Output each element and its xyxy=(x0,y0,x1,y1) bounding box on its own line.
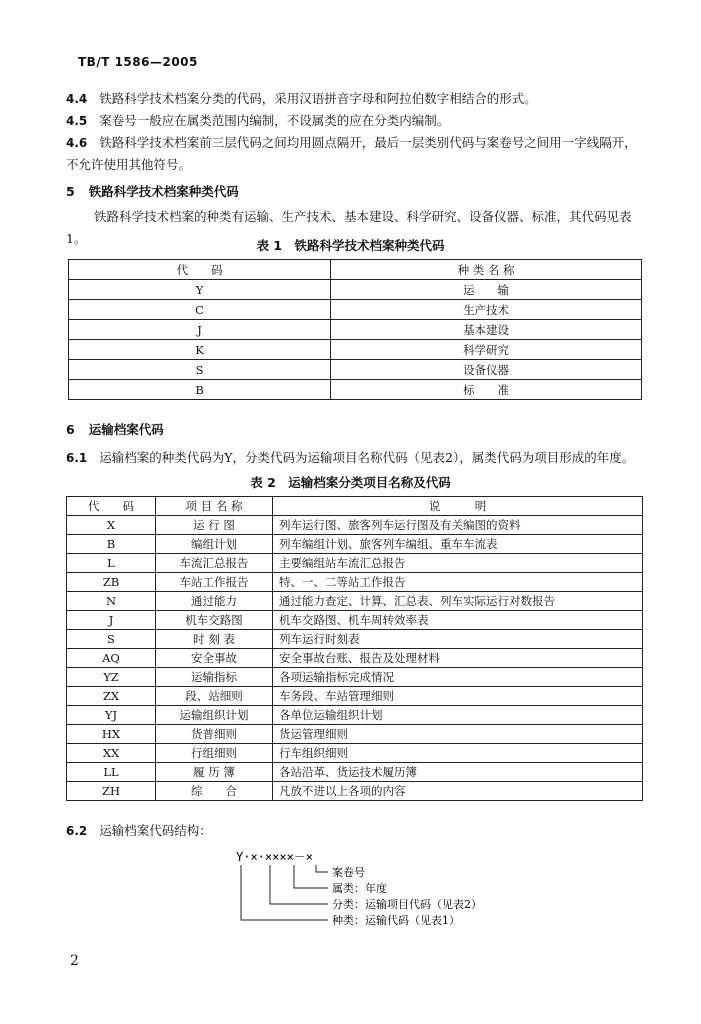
table-row xyxy=(67,706,643,725)
clause-text: 案卷号一般应在属类范围内编制，不设属类的应在分类内编制。 xyxy=(99,113,450,128)
clause-number: 4.4 xyxy=(66,92,88,106)
section-title: 运输档案代码 xyxy=(88,422,164,437)
table-row xyxy=(67,782,643,801)
description-cell: 列车运行时刻表 xyxy=(273,630,643,649)
item-name-cell: 通过能力 xyxy=(156,592,273,611)
item-name-cell: 履 历 簿 xyxy=(156,763,273,782)
code-cell: K xyxy=(69,340,331,360)
item-name-cell: 运 行 图 xyxy=(156,516,273,535)
clause-number: 4.6 xyxy=(66,136,88,150)
code-cell: YJ xyxy=(67,706,156,725)
clause-text: 铁路科学技术档案分类的代码，采用汉语拼音字母和阿拉伯数字相结合的形式。 xyxy=(99,91,537,106)
item-name-cell: 运输组织计划 xyxy=(156,706,273,725)
code-cell: B xyxy=(67,535,156,554)
item-name-cell: 综 合 xyxy=(156,782,273,801)
name-cell: 运 输 xyxy=(331,280,642,300)
item-name-cell: 货普细则 xyxy=(156,725,273,744)
table-row xyxy=(67,535,643,554)
clause-text: 运输档案代码结构： xyxy=(99,823,212,838)
table-header-row xyxy=(69,260,642,280)
connector-line xyxy=(270,865,328,904)
item-name-cell: 机车交路图 xyxy=(156,611,273,630)
column-header: 种 类 名 称 xyxy=(331,260,642,280)
structure-label-subcategory: 属类：年度 xyxy=(332,882,387,895)
section-number: 6 xyxy=(66,422,75,437)
table-2 xyxy=(66,496,643,801)
code-cell: N xyxy=(67,592,156,611)
connector-line xyxy=(316,865,328,872)
description-cell: 各单位运输组织计划 xyxy=(273,706,643,725)
table-1-caption: 表 1 铁路科学技术档案种类代码 xyxy=(256,238,445,253)
table-row xyxy=(67,687,643,706)
description-cell: 凡放不进以上各项的内容 xyxy=(273,782,643,801)
section-6-heading xyxy=(66,420,164,438)
clause-6-1 xyxy=(66,447,646,469)
section-5-heading xyxy=(66,182,239,200)
code-structure-diagram xyxy=(236,848,516,948)
column-header: 说 明 xyxy=(273,497,643,516)
item-name-cell: 段、站细则 xyxy=(156,687,273,706)
item-name-cell: 行组细则 xyxy=(156,744,273,763)
name-cell: 基本建设 xyxy=(331,320,642,340)
column-header: 项 目 名 称 xyxy=(156,497,273,516)
description-cell: 车务段、车站管理细则 xyxy=(273,687,643,706)
table-row xyxy=(67,668,643,687)
standard-header: TB/T 1586—2005 xyxy=(78,55,198,69)
code-cell: X xyxy=(67,516,156,535)
code-cell: S xyxy=(67,630,156,649)
name-cell: 标 准 xyxy=(331,380,642,400)
code-cell: ZX xyxy=(67,687,156,706)
table-row xyxy=(69,300,642,320)
table-row xyxy=(69,380,642,400)
item-name-cell: 运输指标 xyxy=(156,668,273,687)
code-cell: LL xyxy=(67,763,156,782)
clause-text: 铁路科学技术档案前三层代码之间均用圆点隔开，最后一层类别代码与案卷号之间用一字线隔开，不允许使用其他符号。 xyxy=(66,135,637,172)
structure-connector-lines xyxy=(241,865,328,920)
description-cell: 主要编组站车流汇总报告 xyxy=(273,554,643,573)
connector-line xyxy=(241,865,328,920)
table-row xyxy=(67,744,643,763)
code-cell: B xyxy=(69,380,331,400)
section-number: 5 xyxy=(66,184,75,199)
table-row xyxy=(67,554,643,573)
page-number: 2 xyxy=(70,953,79,969)
code-cell: C xyxy=(69,300,331,320)
table-row xyxy=(69,360,642,380)
column-header: 代 码 xyxy=(69,260,331,280)
code-cell: HX xyxy=(67,725,156,744)
structure-label-category: 分类：运输项目代码（见表2） xyxy=(332,898,482,911)
clause-number: 6.2 xyxy=(66,824,88,838)
code-cell: AQ xyxy=(67,649,156,668)
description-cell: 货运管理细则 xyxy=(273,725,643,744)
clause-4-5 xyxy=(66,110,646,132)
connector-line xyxy=(294,865,328,888)
table-row xyxy=(69,340,642,360)
structure-label-type: 种类：运输代码（见表1） xyxy=(332,914,460,927)
column-header: 代 码 xyxy=(67,497,156,516)
name-cell: 设备仪器 xyxy=(331,360,642,380)
code-cell: J xyxy=(67,611,156,630)
code-cell: L xyxy=(67,554,156,573)
description-cell: 特、一、二等站工作报告 xyxy=(273,573,643,592)
section-title: 铁路科学技术档案种类代码 xyxy=(88,184,239,199)
name-cell: 生产技术 xyxy=(331,300,642,320)
clause-number: 6.1 xyxy=(66,451,88,465)
table-row xyxy=(67,630,643,649)
description-cell: 安全事故台账、报告及处理材料 xyxy=(273,649,643,668)
code-cell: S xyxy=(69,360,331,380)
table-row xyxy=(67,649,643,668)
name-cell: 科学研究 xyxy=(331,340,642,360)
item-name-cell: 安全事故 xyxy=(156,649,273,668)
clause-number: 4.5 xyxy=(66,114,88,128)
section-5-text: 铁路科学技术档案的种类有运输、生产技术、基本建设、科学研究、设备仪器、标准，其代码见表1。 xyxy=(66,209,632,246)
code-cell: XX xyxy=(67,744,156,763)
table-row xyxy=(67,611,643,630)
description-cell: 列车编组计划、旅客列车编组、重车车流表 xyxy=(273,535,643,554)
table-row xyxy=(67,763,643,782)
table-row xyxy=(67,573,643,592)
clause-text: 运输档案的种类代码为Y，分类代码为运输项目名称代码（见表2），属类代码为项目形成的年度。 xyxy=(99,450,635,465)
code-cell: Y xyxy=(69,280,331,300)
description-cell: 各项运输指标完成情况 xyxy=(273,668,643,687)
table-row xyxy=(67,592,643,611)
table-row xyxy=(67,516,643,535)
description-cell: 通过能力查定、计算、汇总表、列车实际运行对数报告 xyxy=(273,592,643,611)
structure-label-file-number: 案卷号 xyxy=(332,866,365,879)
description-cell: 行车组织细则 xyxy=(273,744,643,763)
code-cell: ZB xyxy=(67,573,156,592)
table-row xyxy=(67,725,643,744)
table-2-caption: 表 2 运输档案分类项目名称及代码 xyxy=(250,475,451,490)
code-cell: YZ xyxy=(67,668,156,687)
clause-4-6 xyxy=(66,132,646,176)
table-1 xyxy=(68,259,642,400)
clause-6-2 xyxy=(66,820,646,842)
table-row xyxy=(69,320,642,340)
structure-code: Y·×·××××－× xyxy=(236,850,314,864)
item-name-cell: 时 刻 表 xyxy=(156,630,273,649)
description-cell: 机车交路图、机车周转效率表 xyxy=(273,611,643,630)
item-name-cell: 车站工作报告 xyxy=(156,573,273,592)
description-cell: 列车运行图、旅客列车运行图及有关编图的资料 xyxy=(273,516,643,535)
item-name-cell: 编组计划 xyxy=(156,535,273,554)
clause-4-4 xyxy=(66,88,646,110)
table-row xyxy=(69,280,642,300)
table-header-row xyxy=(67,497,643,516)
code-cell: J xyxy=(69,320,331,340)
code-cell: ZH xyxy=(67,782,156,801)
description-cell: 各站沿革、货运技术履历簿 xyxy=(273,763,643,782)
item-name-cell: 车流汇总报告 xyxy=(156,554,273,573)
